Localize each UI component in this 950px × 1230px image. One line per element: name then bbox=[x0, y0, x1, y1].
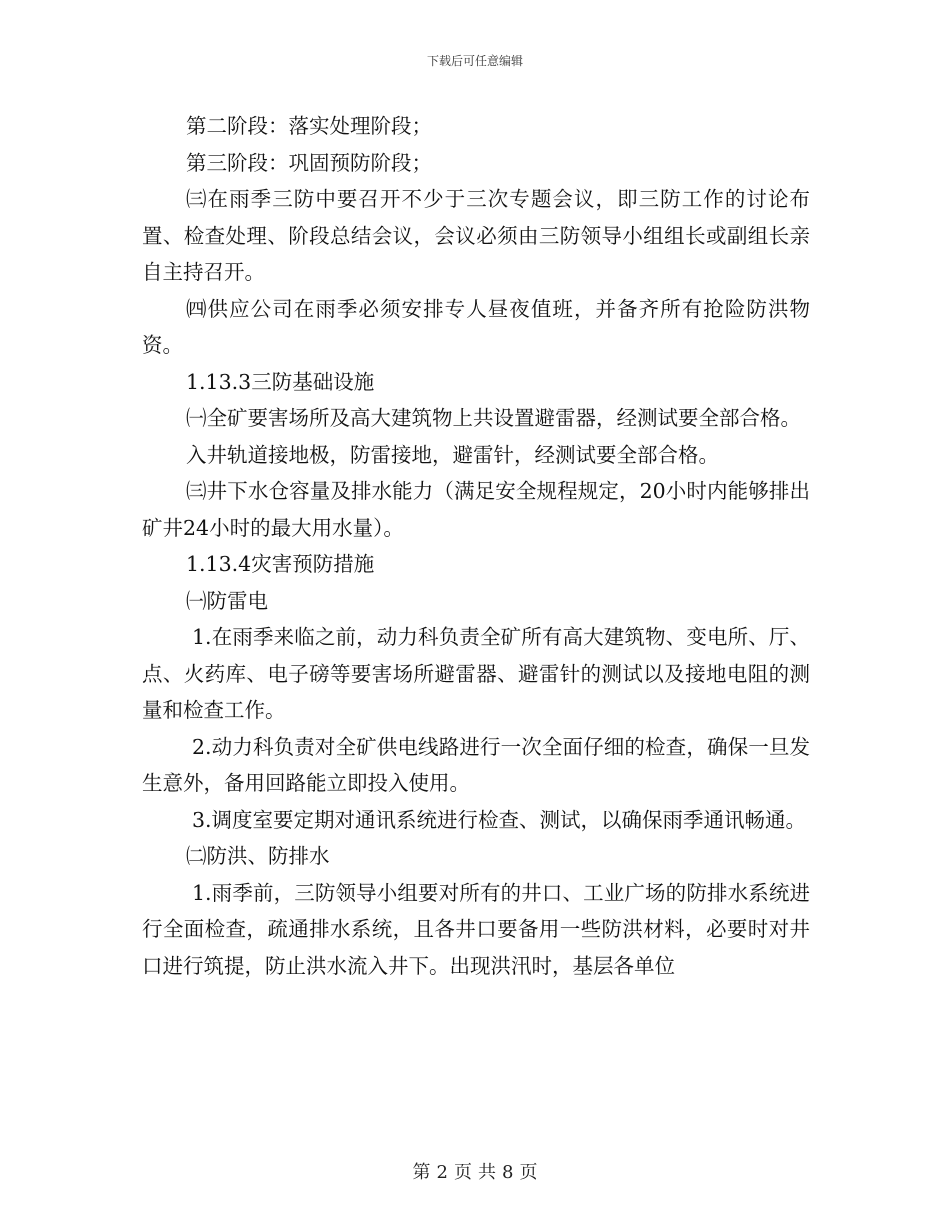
subheading-lightning: ㈠防雷电 bbox=[186, 588, 268, 613]
paragraph-stage-three: 第三阶段：巩固预防阶段； bbox=[186, 150, 432, 175]
subheading-flood: ㈡防洪、防排水 bbox=[186, 844, 330, 868]
footer-current-page: 2 bbox=[436, 1162, 448, 1183]
footer-total-prefix: 共 bbox=[478, 1162, 496, 1183]
footer-prefix: 第 bbox=[412, 1162, 431, 1183]
footer-page-label: 页 bbox=[454, 1162, 472, 1183]
page-footer bbox=[0, 1158, 950, 1184]
section-heading-infrastructure: 1.13.3三防基础设施 bbox=[186, 369, 375, 394]
paragraph-water-capacity: ㈢井下水仓容量及排水能力（满足安全规程规定，20小时内能够排出矿井24小时的最大用水量）。 bbox=[142, 479, 810, 540]
section-heading-prevention: 1.13.4灾害预防措施 bbox=[186, 552, 375, 576]
paragraph-grounding: 入井轨道接地极，防雷接地，避雷针，经测试要全部合格。 bbox=[186, 442, 719, 467]
paragraph-lightning-item-2: 2.动力科负责对全矿供电线路进行一次全面仔细的检查，确保一旦发生意外，备用回路能立即投入使用。 bbox=[142, 734, 810, 795]
footer-suffix: 页 bbox=[519, 1162, 538, 1183]
paragraph-lightning-item-3: 3.调度室要定期对通讯系统进行检查、测试，以确保雨季通讯畅通。 bbox=[192, 807, 807, 832]
document-body bbox=[142, 108, 810, 984]
paragraph-duty: ㈣供应公司在雨季必须安排专人昼夜值班，并备齐所有抢险防洪物资。 bbox=[142, 296, 810, 357]
paragraph-stage-two: 第二阶段：落实处理阶段； bbox=[186, 114, 432, 138]
page-header: 下载后可任意编辑 bbox=[426, 54, 523, 68]
paragraph-flood-item-1: 1.雨季前，三防领导小组要对所有的井口、工业广场的防排水系统进行全面检查，疏通排水系统，且各井口要备用一些防洪材料，必要时对井口进行筑提，防止洪水流入井下。出现洪汛时，基层各单位 bbox=[142, 880, 810, 978]
footer-total-pages: 8 bbox=[502, 1162, 514, 1183]
paragraph-meetings: ㈢在雨季三防中要召开不少于三次专题会议，即三防工作的讨论布置、检查处理、阶段总结会议，会议必须由三防领导小组组长或副组长亲自主持召开。 bbox=[142, 187, 810, 284]
paragraph-lightning-item-1: 1.在雨季来临之前，动力科负责全矿所有高大建筑物、变电所、厅、点、火药库、电子磅等要害场所避雷器、避雷针的测试以及接地电阻的测量和检查工作。 bbox=[142, 625, 810, 722]
paragraph-lightning-arresters: ㈠全矿要害场所及高大建筑物上共设置避雷器，经测试要全部合格。 bbox=[186, 406, 801, 430]
